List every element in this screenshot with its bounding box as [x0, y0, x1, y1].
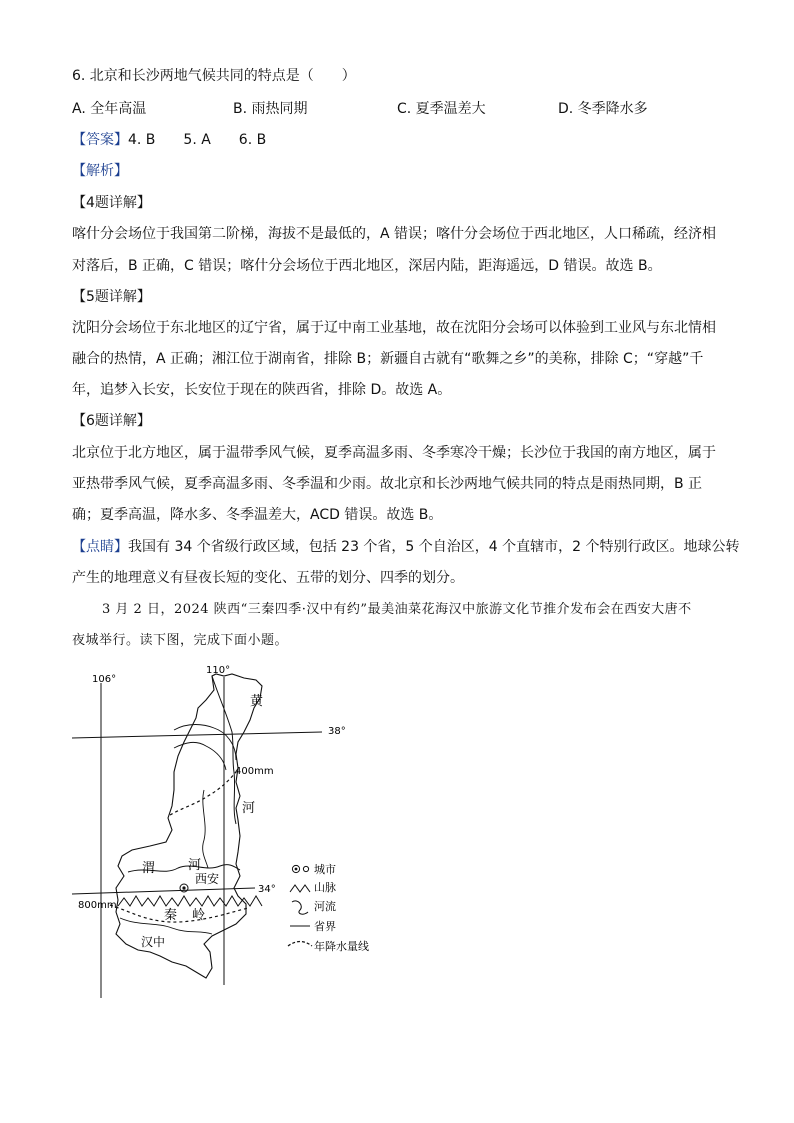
answer-label: 【答案】 — [72, 132, 128, 148]
q5-line-1: 沈阳分会场位于东北地区的辽宁省，属于辽中南工业基地，故在沈阳分会场可以体验到工业风与东北情相 — [72, 320, 716, 336]
q6-line-1: 北京位于北方地区，属于温带季风气候，夏季高温多雨、冬季寒冷干燥；长沙位于我国的南方地区，属于 — [72, 445, 716, 461]
lon-label-110: 110° — [206, 665, 231, 676]
legend-river: 河流 — [314, 900, 336, 913]
tips-text-1: 我国有 34 个省级行政区域，包括 23 个省，5 个自治区，4 个直辖市，2 个特别行政区。地球公转 — [128, 539, 740, 555]
label-xian: 西安 — [195, 872, 220, 886]
lat-label-34: 34° — [258, 884, 276, 895]
legend-mountain: 山脉 — [314, 881, 336, 894]
option-a: A. 全年高温 — [72, 101, 147, 117]
intro-line-2: 夜城举行。读下图，完成下面小题。 — [72, 633, 289, 648]
map-legend — [288, 863, 369, 953]
q6-line-3: 确；夏季高温，降水多、冬季温差大，ACD 错误。故选 B。 — [72, 507, 443, 523]
label-wei: 渭 — [142, 861, 156, 876]
legend-city: 城市 — [314, 863, 336, 876]
analysis-label: 【解析】 — [72, 163, 128, 179]
q6-label: 【6题详解】 — [72, 413, 151, 429]
label-he-river: 河 — [242, 801, 256, 816]
question-6-stem: 6. 北京和长沙两地气候共同的特点是（ ） — [72, 68, 356, 84]
parallel-34 — [72, 888, 255, 894]
isohyet-800 — [110, 905, 248, 922]
q5-label: 【5题详解】 — [72, 289, 151, 305]
label-huang: 黄 — [250, 694, 264, 709]
q4-label: 【4题详解】 — [72, 195, 151, 211]
label-hanzhong: 汉中 — [141, 935, 166, 949]
label-he-wei: 河 — [188, 858, 202, 873]
river-tributary — [203, 790, 208, 868]
lon-label-106: 106° — [92, 674, 117, 685]
option-b: B. 雨热同期 — [233, 101, 308, 117]
q4-line-2: 对落后，B 正确，C 错误；喀什分会场位于西北地区，深居内陆，距海遥远，D 错误。故选 B。 — [72, 258, 662, 274]
answer-text: 4. B 5. A 6. B — [128, 132, 267, 148]
label-ling: 岭 — [192, 908, 206, 923]
label-qin: 秦 — [164, 908, 178, 923]
intro-line-1: 3 月 2 日，2024 陕西“三秦四季·汉中有约”最美油菜花海汉中旅游文化节推介发布会在西安大唐不 — [102, 602, 692, 617]
province-boundary — [116, 674, 262, 978]
q5-line-3: 年，追梦入长安，长安位于现在的陕西省，排除 D。故选 A。 — [72, 382, 452, 398]
tips-line-2: 产生的地理意义有昼夜长短的变化、五带的划分、四季的划分。 — [72, 570, 464, 586]
option-d: D. 冬季降水多 — [558, 101, 648, 117]
tips-label: 【点睛】 — [72, 539, 128, 555]
qinling-mountains — [118, 896, 262, 906]
legend-isohyet: 年降水量线 — [314, 940, 369, 953]
legend-boundary: 省界 — [314, 920, 336, 933]
lat-label-38: 38° — [328, 726, 346, 737]
q4-line-1: 喀什分会场位于我国第二阶梯，海拔不是最低的，A 错误；喀什分会场位于西北地区，人口稀疏，经济相 — [72, 226, 717, 242]
option-c: C. 夏季温差大 — [397, 101, 486, 117]
label-400mm: 400mm — [235, 766, 274, 777]
q6-line-2: 亚热带季风气候，夏季高温多雨、冬季温和少雨。故北京和长沙两地气候共同的特点是雨热同期，B 正 — [72, 476, 703, 492]
q5-line-2: 融合的热情，A 正确；湘江位于湖南省，排除 B；新疆自古就有“歌舞之乡”的美称，排除 C；“穿越”千 — [72, 351, 704, 367]
parallel-38 — [72, 732, 322, 738]
label-800mm: 800mm — [78, 900, 117, 911]
